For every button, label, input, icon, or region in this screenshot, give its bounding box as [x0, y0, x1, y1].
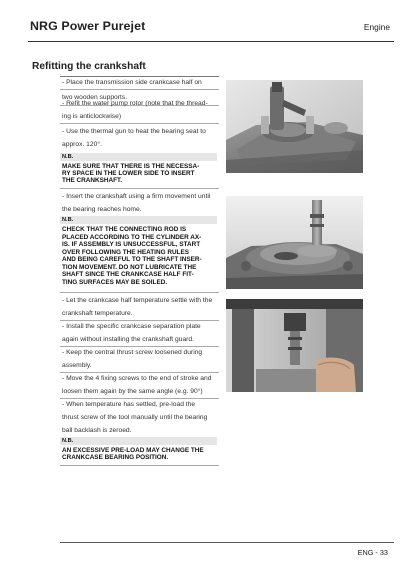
instruction-line: two wooden supports. — [62, 94, 128, 101]
section-title: Refitting the crankshaft — [32, 61, 146, 72]
instruction-line: crankshaft temperature. — [62, 310, 133, 317]
instruction-line: ball backlash is zeroed. — [62, 427, 132, 434]
row-divider — [60, 89, 219, 90]
header-divider — [28, 41, 394, 42]
section-divider — [60, 76, 219, 77]
row-divider — [60, 372, 219, 373]
warning-line: SHAFT SINCE THE CRANKCASE HALF FIT- — [62, 271, 194, 278]
page-number: ENG - 33 — [357, 548, 388, 557]
warning-line: THE CRANKSHAFT. — [62, 177, 122, 184]
header-title: NRG Power Purejet — [30, 19, 146, 33]
instruction-line: - Use the thermal gun to heat the bearing seat to — [62, 128, 206, 135]
row-divider — [60, 465, 219, 466]
row-divider — [60, 346, 219, 347]
row-divider — [60, 292, 219, 293]
row-divider — [60, 123, 219, 124]
instruction-line: - Install the specific crankcase separation plate — [62, 323, 201, 330]
warning-line: AND BEING CAREFUL TO THE SHAFT INSER- — [62, 256, 202, 263]
warning-line: RY SPACE IN THE LOWER SIDE TO INSERT — [62, 170, 195, 177]
instruction-line: - Place the transmission side crankcase half on — [62, 79, 202, 86]
instruction-line: thrust screw of the tool manually until the bearing — [62, 414, 208, 421]
instruction-line: loosen them again by the same angle (e.g. 90°) — [62, 388, 203, 395]
instruction-line: - Let the crankcase half temperature settle with the — [62, 297, 213, 304]
header-section-label: Engine — [363, 22, 390, 32]
footer-divider — [60, 542, 394, 543]
row-divider — [60, 320, 219, 321]
warning-line: CRANKCASE BEARING POSITION. — [62, 454, 169, 461]
instruction-line: - Insert the crankshaft using a firm movement until — [62, 193, 211, 200]
instruction-line: assembly. — [62, 362, 92, 369]
nb-banner — [60, 216, 217, 224]
instruction-line: again without installing the crankshaft guard. — [62, 336, 194, 343]
nb-label: N.B. — [62, 217, 74, 223]
instruction-line: - Move the 4 fixing screws to the end of stroke and — [62, 375, 212, 382]
crankcase-photo — [226, 80, 363, 173]
nb-label: N.B. — [62, 154, 74, 160]
nb-banner — [60, 153, 217, 161]
warning-line: TION MOVEMENT. DO NOT LUBRICATE THE — [62, 264, 197, 271]
crankshaft-photo — [226, 196, 363, 289]
instruction-line: approx. 120°. — [62, 141, 102, 148]
warning-line: CHECK THAT THE CONNECTING ROD IS — [62, 226, 187, 233]
instruction-line: - Keep the central thrust screw loosened during — [62, 349, 203, 356]
instruction-line: - Refit the water pump rotor (note that the thread- — [62, 100, 208, 107]
separation-tool-photo — [226, 299, 363, 392]
warning-line: IS. IF ASSEMBLY IS UNSUCCESSFUL, START — [62, 241, 201, 248]
instruction-line: ing is anticlockwise) — [62, 113, 122, 120]
row-divider — [60, 398, 219, 399]
row-divider — [60, 188, 219, 189]
nb-banner — [60, 437, 217, 445]
warning-line: MAKE SURE THAT THERE IS THE NECESSA- — [62, 163, 200, 170]
nb-label: N.B. — [62, 438, 74, 444]
instruction-line: the bearing reaches home. — [62, 206, 142, 213]
warning-line: PLACED ACCORDING TO THE CYLINDER AX- — [62, 234, 202, 241]
instruction-line: - When temperature has settled, pre-load the — [62, 401, 196, 408]
warning-line: TING SURFACES MAY BE SOILED. — [62, 279, 168, 286]
warning-line: OVER FOLLOWING THE HEATING RULES — [62, 249, 189, 256]
warning-line: AN EXCESSIVE PRE-LOAD MAY CHANGE THE — [62, 447, 204, 454]
